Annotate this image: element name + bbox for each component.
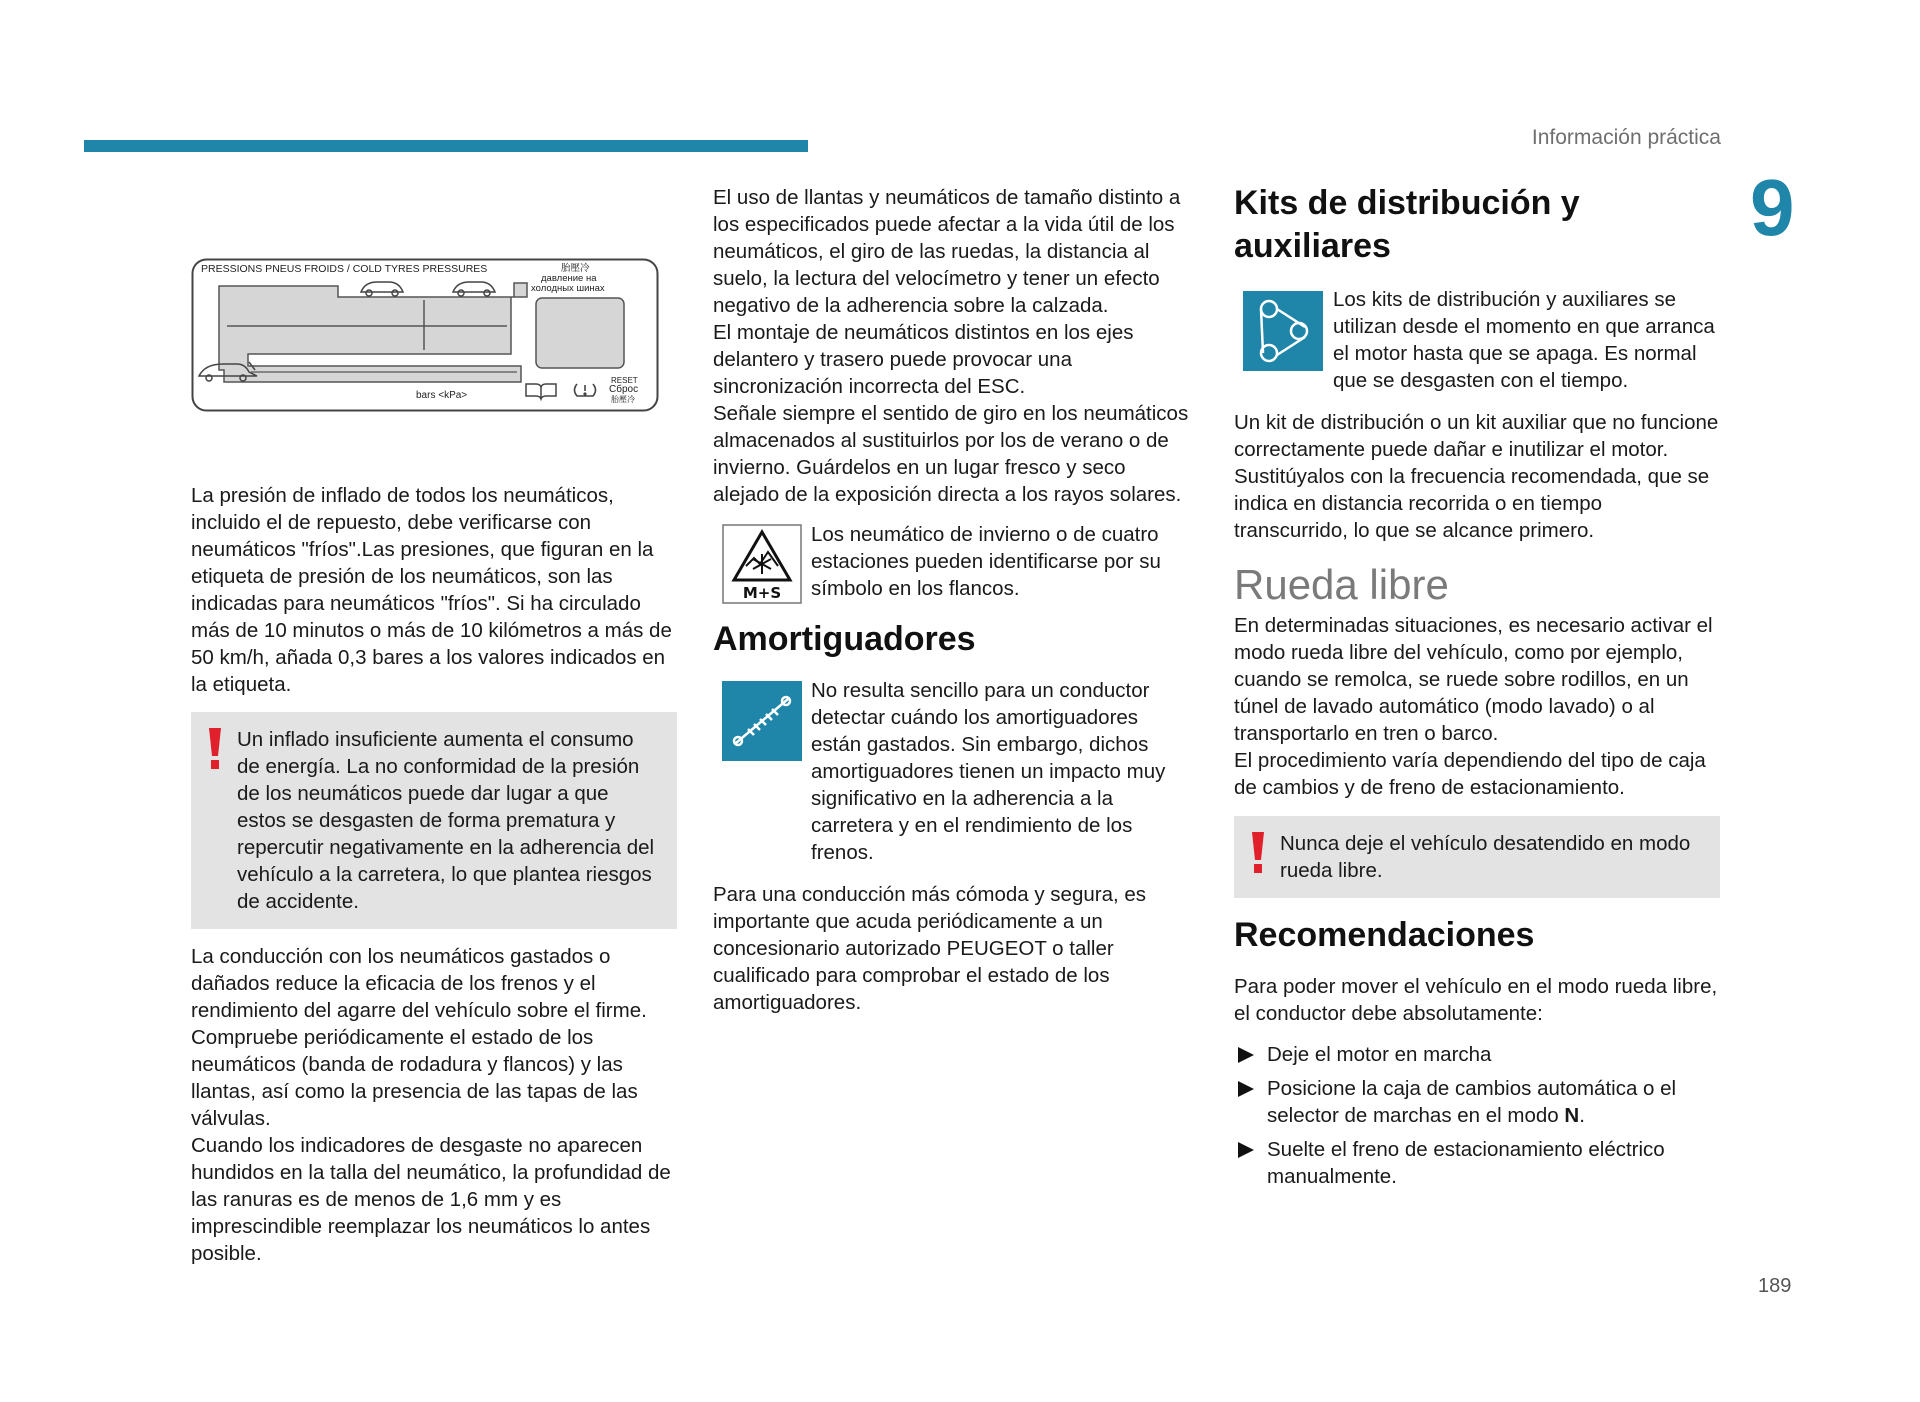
warning-exclamation-icon	[1248, 830, 1268, 876]
column-3	[1234, 182, 1719, 1197]
warning-exclamation-icon	[205, 726, 225, 772]
timing-belt-icon	[1243, 291, 1323, 371]
col3-paragraph-freewheel: En determinadas situaciones, es necesario activar el modo rueda libre del vehículo, como por ejemplo, cuando se remolca, se ruede sobre rodillos, en un túnel de lavado automático (modo lavado) o al transportarlo en tren o barco.	[1234, 614, 1713, 745]
shock-absorber-text: No resulta sencillo para un conductor detectar cuándo los amortiguadores están gastados. Sin embargo, dichos amortiguadores tienen un impacto muy significativo en la adherencia a la carretera y en el rendimiento de los frenos.	[811, 679, 1166, 864]
column-2	[713, 184, 1193, 1016]
label-chinese-title: 胎壓冷	[561, 263, 590, 274]
winter-tyre-note	[713, 521, 1193, 602]
col3-warning-box	[1234, 816, 1720, 898]
list-item: Suelte el freno de estacionamiento eléctrico manualmente.	[1234, 1136, 1719, 1190]
col1-paragraph-pressure: La presión de inflado de todos los neumáticos, incluido el de repuesto, debe verificarse con neumáticos "fríos".Las presiones, que figuran en la etiqueta de presión de los neumáticos, son las indicadas para neumáticos "fríos". Si ha circulado más de 10 minutos o más de 10 kilómetros a más de 50 km/h, añada 0,3 bares a los valores indicados en la etiqueta.	[191, 484, 672, 696]
heading-kits: Kits de distribución y auxiliares	[1234, 184, 1580, 265]
bullet-arrow-icon	[1238, 1081, 1254, 1097]
col2-paragraph-sizes: El uso de llantas y neumáticos de tamaño distinto a los especificados puede afectar a la vida útil de los neumáticos, el giro de las ruedas, la distancia al suelo, la lectura del velocímetro y tener un efecto negativo de la adherencia sobre la calzada.	[713, 186, 1181, 317]
col2-paragraph-esc: El montaje de neumáticos distintos en los ejes delantero y trasero puede provocar una sincronización incorrecta del ESC.	[713, 321, 1134, 398]
label-title: PRESSIONS PNEUS FROIDS / COLD TYRES PRESSURES	[201, 263, 488, 275]
tyre-pressure-label-drawing	[191, 258, 659, 412]
column-1	[191, 482, 676, 1267]
header-accent-bar	[84, 140, 808, 152]
col1-warning-box	[191, 712, 677, 929]
chapter-number: 9	[1750, 163, 1795, 252]
recommendations-list	[1234, 1041, 1719, 1190]
label-russian-line2: холодных шинах	[531, 283, 605, 294]
heading-amortiguadores: Amortiguadores	[713, 620, 976, 658]
timing-kit-text: Los kits de distribución y auxiliares se utilizan desde el momento en que arranca el motor hasta que se apaga. Es normal que se desgasten con el tiempo.	[1333, 288, 1715, 392]
shock-absorber-note	[713, 677, 1193, 866]
col1-paragraph-indicators: Cuando los indicadores de desgaste no aparecen hundidos en la talla del neumático, la profundidad de las ranuras es de menos de 1,6 mm y es imprescindible reemplazar los neumáticos lo antes posible.	[191, 1134, 671, 1265]
col3-paragraph-procedure: El procedimiento varía dependiendo del tipo de caja de cambios y de freno de estacionamiento.	[1234, 749, 1706, 799]
mountain-snowflake-icon	[722, 524, 802, 604]
col3-warning-text: Nunca deje el vehículo desatendido en modo rueda libre.	[1280, 832, 1691, 882]
tyre-pressure-label	[191, 258, 659, 412]
heading-rueda-libre: Rueda libre	[1234, 561, 1449, 608]
label-reset-line1: RESET	[611, 376, 638, 385]
col2-paragraph-storage: Señale siempre el sentido de giro en los neumáticos almacenados al sustituirlos por los de verano o de invierno. Guárdelos en un lugar fresco y seco alejado de la exposición directa a los rayos solares.	[713, 402, 1189, 506]
label-russian-line1: давление на	[541, 273, 597, 284]
page-number: 189	[1758, 1275, 1792, 1297]
col2-paragraph-dealer: Para una conducción más cómoda y segura, es importante que acuda periódicamente a un concesionario autorizado PEUGEOT o taller cualificado para comprobar el estado de los amortiguadores.	[713, 883, 1147, 1014]
winter-tyre-text: Los neumático de invierno o de cuatro estaciones pueden identificarse por su símbolo en los flancos.	[811, 523, 1161, 600]
label-reset-line2: Сброс	[609, 384, 639, 395]
label-units: bars <kPa>	[416, 390, 468, 401]
heading-recomendaciones: Recomendaciones	[1234, 916, 1535, 954]
col1-warning-text: Un inflado insuficiente aumenta el consumo de energía. La no conformidad de la presión de los neumáticos puede dar lugar a que estos se desgasten de forma prematura y repercutir negativamente en la adherencia del vehículo a la carretera, lo que plantea riesgos de accidente.	[237, 728, 655, 913]
shock-absorber-icon	[722, 681, 802, 761]
bullet-arrow-icon	[1238, 1142, 1254, 1158]
col1-paragraph-wear: La conducción con los neumáticos gastados o dañados reduce la eficacia de los frenos y el rendimiento del agarre del vehículo sobre el firme. Compruebe periódicamente el estado de los neumáticos (banda de rodadura y flancos) y las llantas, así como la presencia de las tapas de las válvulas.	[191, 945, 647, 1130]
label-reset-line3: 胎壓冷	[611, 395, 635, 404]
col3-paragraph-kit: Un kit de distribución o un kit auxiliar que no funcione correctamente puede dañar e inutilizar el motor. Sustitúyalos con la frecuencia recomendada, que se indica en distancia recorrida o en tiempo transcurrido, lo que se alcance primero.	[1234, 411, 1719, 542]
list-item: Deje el motor en marcha	[1234, 1041, 1719, 1068]
col3-paragraph-requirements: Para poder mover el vehículo en el modo rueda libre, el conductor debe absolutamente:	[1234, 975, 1718, 1025]
bullet-arrow-icon	[1238, 1047, 1254, 1063]
section-title: Información práctica	[1531, 126, 1721, 149]
timing-kit-note	[1234, 286, 1719, 394]
list-item: Posicione la caja de cambios automática o el selector de marchas en el modo N.	[1234, 1075, 1719, 1129]
ms-symbol-text: M+S	[742, 584, 782, 602]
